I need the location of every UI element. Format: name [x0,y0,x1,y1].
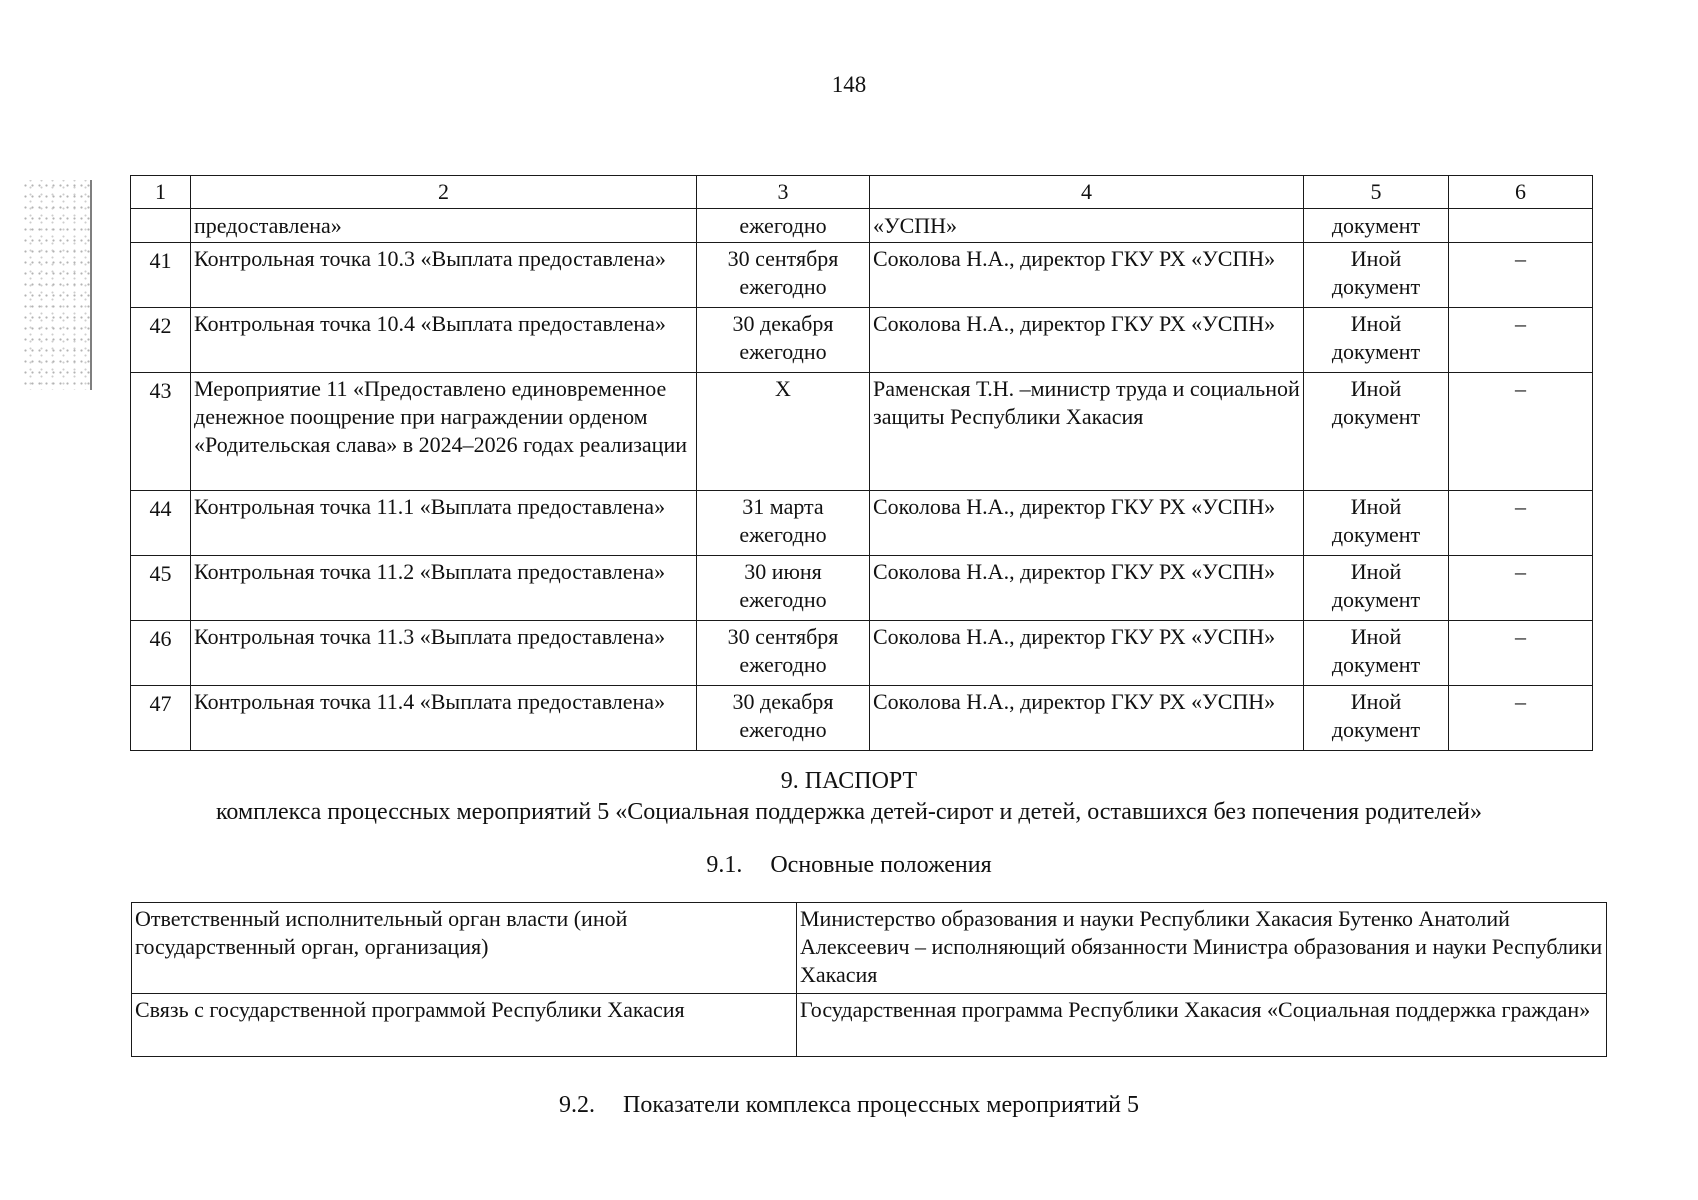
row-number: 46 [131,621,191,686]
row-deadline: ежегодно [697,209,870,243]
subsection-9-2-title [0,1092,1698,1119]
passport-row [132,994,1607,1057]
row-note: – [1449,556,1593,621]
table-row [131,373,1593,491]
row-deadline: 30 сентября ежегодно [697,243,870,308]
table-row [131,243,1593,308]
row-number: 44 [131,491,191,556]
column-header-3: 3 [697,176,870,209]
table-row [131,209,1593,243]
page-number: 148 [831,72,867,97]
section-subtitle: комплекса процессных мероприятий 5 «Социальная поддержка детей-сирот и детей, оставшихся без попечения родителей» [215,799,1483,825]
row-responsible: Раменская Т.Н. –министр труда и социальной защиты Республики Хакасия [870,373,1304,491]
column-header-6: 6 [1449,176,1593,209]
row-number: 43 [131,373,191,491]
section-heading: 9. ПАСПОРТ [780,768,918,794]
row-doc-type: Иной документ [1304,491,1449,556]
table-row [131,556,1593,621]
column-header-4: 4 [870,176,1304,209]
row-responsible: Соколова Н.А., директор ГКУ РХ «УСПН» [870,686,1304,751]
subsection-9-2-text: Показатели комплекса процессных мероприятий 5 [622,1092,1139,1118]
row-doc-type: Иной документ [1304,373,1449,491]
table-row [131,491,1593,556]
table-row [131,308,1593,373]
column-header-5: 5 [1304,176,1449,209]
column-header-2: 2 [191,176,697,209]
row-name: Контрольная точка 10.3 «Выплата предоставлена» [191,243,697,308]
row-number: 42 [131,308,191,373]
table-row [131,621,1593,686]
row-doc-type: Иной документ [1304,308,1449,373]
row-deadline: 31 марта ежегодно [697,491,870,556]
row-number [131,209,191,243]
row-note: – [1449,308,1593,373]
row-deadline: 30 сентября ежегодно [697,621,870,686]
passport-label: Ответственный исполнительный орган власти (иной государственный орган, организация) [132,903,797,994]
activities-table [130,175,1593,751]
row-deadline: 30 декабря ежегодно [697,308,870,373]
subsection-9-2-number: 9.2. [558,1092,595,1118]
row-note: – [1449,686,1593,751]
row-deadline: 30 декабря ежегодно [697,686,870,751]
row-doc-type: Иной документ [1304,686,1449,751]
row-number: 47 [131,686,191,751]
subsection-9-1-title [0,852,1698,879]
row-deadline: 30 июня ежегодно [697,556,870,621]
row-doc-type: Иной документ [1304,243,1449,308]
row-responsible: Соколова Н.А., директор ГКУ РХ «УСПН» [870,491,1304,556]
table-row [131,686,1593,751]
row-doc-type: Иной документ [1304,621,1449,686]
row-name: Мероприятие 11 «Предоставлено единовременное денежное поощрение при награждении орденом «Родительская слава» в 2024–2026 годах реализации [191,373,697,491]
row-doc-type: документ [1304,209,1449,243]
scan-artifact [22,180,94,390]
row-note: – [1449,243,1593,308]
row-deadline: Х [697,373,870,491]
row-name: предоставлена» [191,209,697,243]
row-responsible: Соколова Н.А., директор ГКУ РХ «УСПН» [870,556,1304,621]
row-note: – [1449,491,1593,556]
row-note: – [1449,373,1593,491]
column-header-1: 1 [131,176,191,209]
row-name: Контрольная точка 10.4 «Выплата предоставлена» [191,308,697,373]
table-header-row [131,176,1593,209]
passport-label: Связь с государственной программой Республики Хакасия [132,994,797,1057]
passport-value: Государственная программа Республики Хакасия «Социальная поддержка граждан» [797,994,1607,1057]
row-name: Контрольная точка 11.3 «Выплата предоставлена» [191,621,697,686]
row-doc-type: Иной документ [1304,556,1449,621]
row-note: – [1449,621,1593,686]
row-name: Контрольная точка 11.4 «Выплата предоставлена» [191,686,697,751]
row-note [1449,209,1593,243]
row-responsible: Соколова Н.А., директор ГКУ РХ «УСПН» [870,308,1304,373]
subsection-9-1-number: 9.1. [706,852,743,878]
row-name: Контрольная точка 11.2 «Выплата предоставлена» [191,556,697,621]
row-name: Контрольная точка 11.1 «Выплата предоставлена» [191,491,697,556]
row-responsible: Соколова Н.А., директор ГКУ РХ «УСПН» [870,621,1304,686]
row-responsible: Соколова Н.А., директор ГКУ РХ «УСПН» [870,243,1304,308]
subsection-9-1-text: Основные положения [770,852,992,878]
passport-value: Министерство образования и науки Республики Хакасия Бутенко Анатолий Алексеевич – исполняющий обязанности Министра образования и науки Республики Хакасия [797,903,1607,994]
row-number: 41 [131,243,191,308]
passport-table [131,902,1607,1057]
passport-row [132,903,1607,994]
row-number: 45 [131,556,191,621]
row-responsible: «УСПН» [870,209,1304,243]
